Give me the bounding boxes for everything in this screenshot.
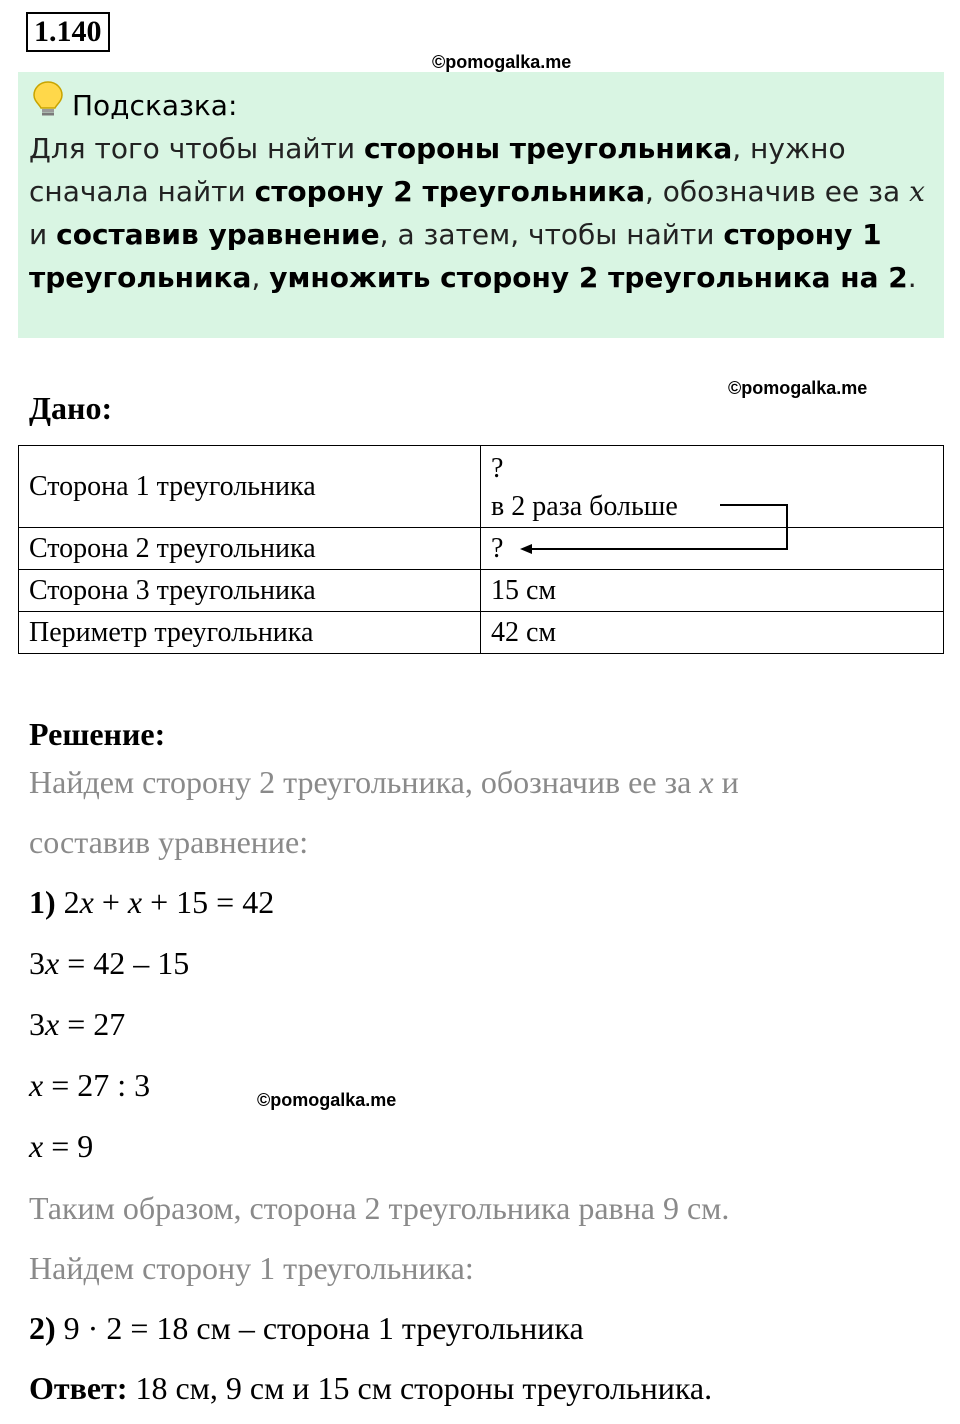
- hint-bold-text: умножить сторону 2 треугольника на 2: [269, 261, 908, 294]
- table-cell-value: 15 см: [481, 570, 944, 612]
- answer-text: 18 см, 9 см и 15 см стороны треугольника.: [127, 1370, 713, 1406]
- solution-intro-2: составив уравнение:: [29, 824, 309, 860]
- hint-text-segment: ,: [251, 261, 270, 294]
- watermark: ©pomogalka.me: [257, 1090, 397, 1110]
- hint-text-segment: , а затем, чтобы найти: [379, 218, 724, 251]
- step-2: [29, 1310, 584, 1347]
- answer: [29, 1370, 712, 1407]
- find-side-1: Найдем сторону 1 треугольника:: [29, 1250, 474, 1286]
- equation: 3x = 27: [29, 1006, 126, 1042]
- equation: x = 9: [29, 1128, 94, 1164]
- table-cell-label: Сторона 1 треугольника: [19, 446, 481, 528]
- conclusion: Таким образом, сторона 2 треугольника равна 9 см.: [29, 1190, 730, 1226]
- solution-intro-1: Найдем сторону 2 треугольника, обозначив ее за x и: [29, 764, 739, 800]
- hint-bold-text: сторону 2 треугольника: [254, 175, 645, 208]
- step-1-label: 1): [29, 884, 56, 920]
- hint-text-segment: , нужно сначала найти: [29, 132, 846, 208]
- table-cell-value: ?: [481, 528, 944, 570]
- problem-number: 1.140: [26, 12, 110, 52]
- hint-text-segment: , обозначив ее за: [644, 175, 910, 208]
- step-1: [29, 884, 274, 921]
- hint-text-segment: Для того чтобы найти: [29, 132, 365, 165]
- value-question: ?: [491, 453, 504, 484]
- relation-arrow: [0, 0, 960, 700]
- hint-bold-text: составив уравнение: [56, 218, 380, 251]
- given-title: Дано:: [29, 390, 113, 426]
- step-2-equation: 9 · 2 = 18 см – сторона 1 треугольника: [63, 1310, 584, 1346]
- table-cell-label: Сторона 3 треугольника: [19, 570, 481, 612]
- hint-text-segment: и: [29, 218, 57, 251]
- watermark: ©pomogalka.me: [728, 378, 868, 398]
- hint-text-segment: .: [907, 261, 917, 294]
- step-2-label: 2): [29, 1310, 56, 1346]
- table-cell-label: Периметр треугольника: [19, 612, 481, 654]
- value-note: в 2 раза больше: [491, 491, 678, 522]
- answer-label: Ответ:: [29, 1370, 128, 1406]
- hint-text-segment: x: [909, 175, 925, 208]
- equation: x = 27 : 3: [29, 1067, 151, 1103]
- table-cell-value: 42 см: [481, 612, 944, 654]
- table-cell-label: Сторона 2 треугольника: [19, 528, 481, 570]
- hint-title-text: Подсказка:: [72, 88, 238, 122]
- hint-bold-text: стороны треугольника: [364, 132, 733, 165]
- hint-bold-text: сторону 1 треугольника: [29, 218, 882, 294]
- watermark: ©pomogalka.me: [432, 52, 572, 72]
- equation: 3x = 42 – 15: [29, 945, 190, 981]
- solution-title: Решение:: [29, 716, 166, 752]
- equation: 2x + x + 15 = 42: [63, 884, 275, 920]
